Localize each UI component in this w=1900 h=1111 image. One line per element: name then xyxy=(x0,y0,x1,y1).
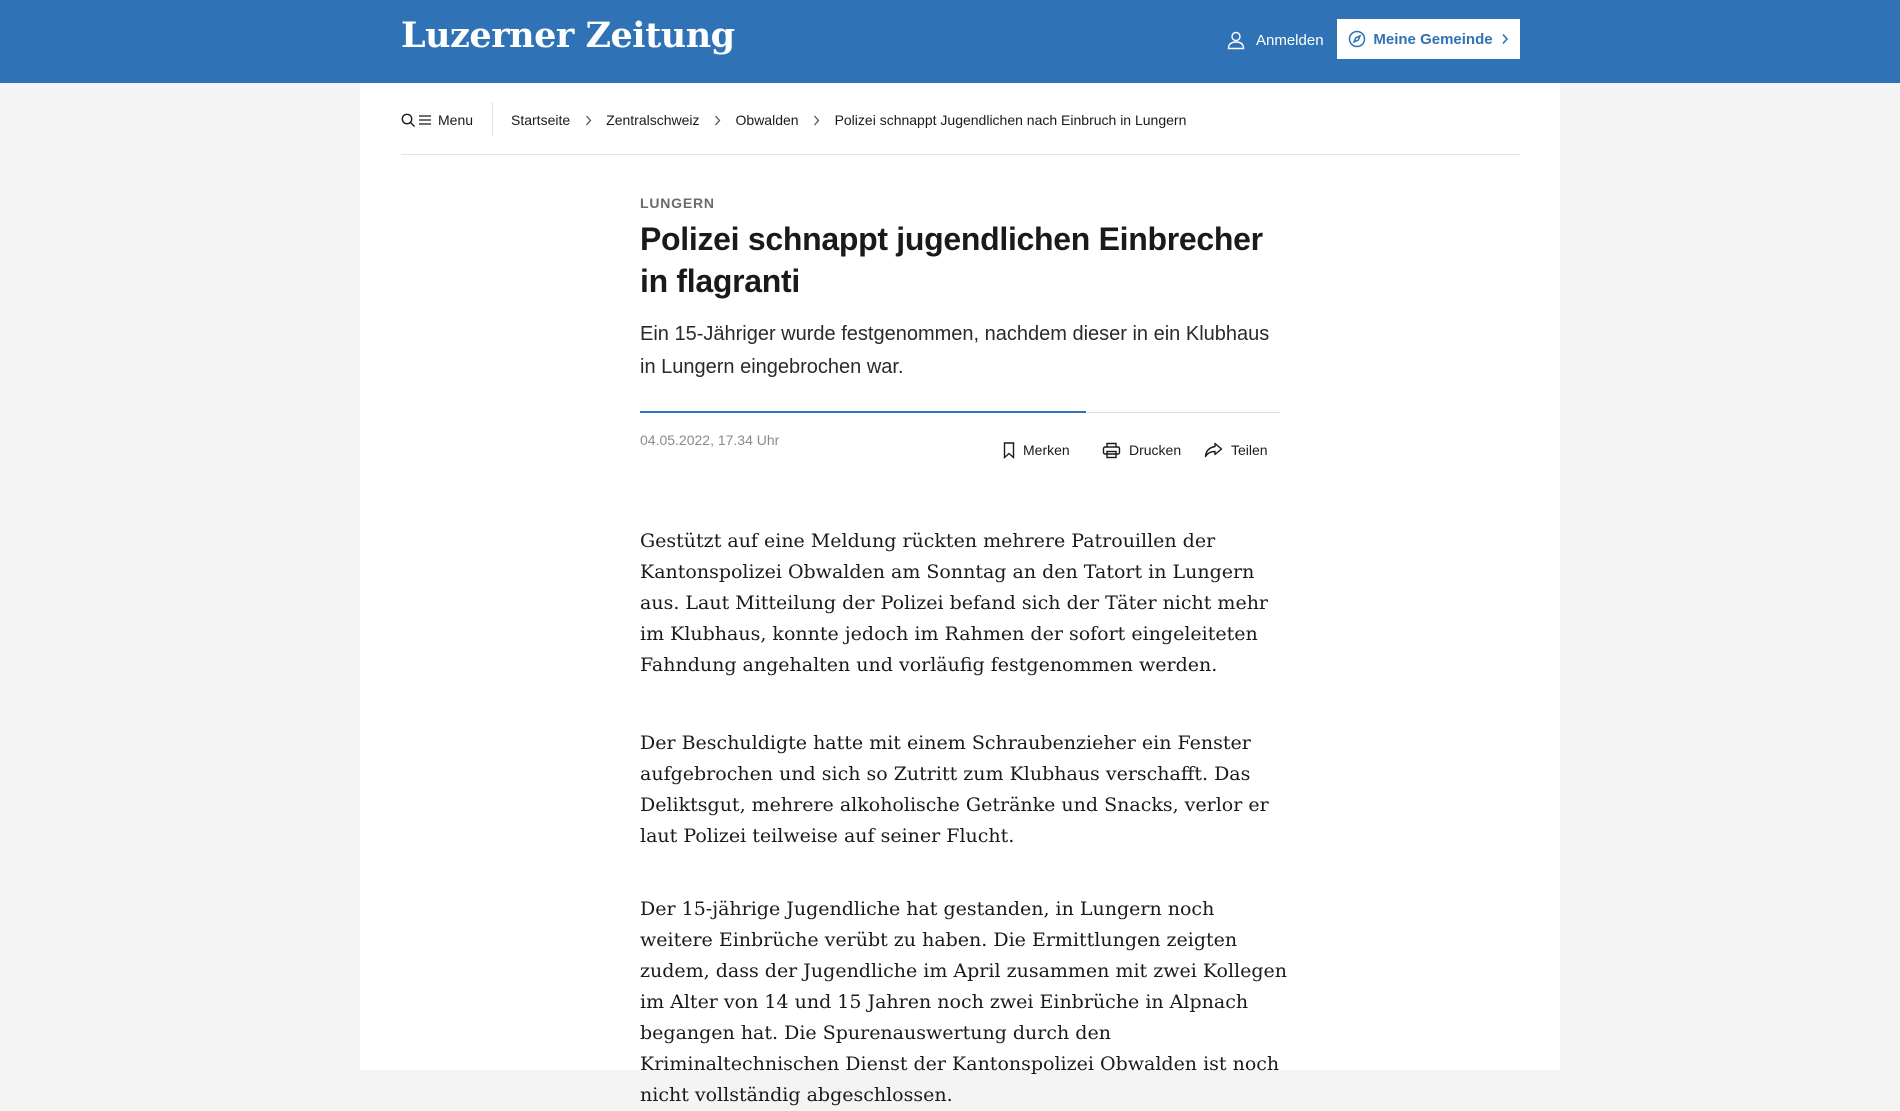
article-paragraph: Gestützt auf eine Meldung rückten mehrere Patrouillen der Kantonspolizei Obwalden am Sonntag an den Tatort in Lungern aus. Laut Mitteilung der Polizei befand sich der Täter nicht mehr im Klubhaus, konnte jedoch im Rahmen der sofort eingeleiteten Fahndung angehalten und vorläufig festgenommen werden. xyxy=(640,530,1269,676)
breadcrumb-zentralschweiz[interactable]: Zentralschweiz xyxy=(606,112,700,128)
breadcrumb-startseite[interactable]: Startseite xyxy=(511,112,571,128)
chevron-right-icon xyxy=(1501,33,1509,45)
print-label: Drucken xyxy=(1129,442,1182,458)
article-headline: Polizei schnappt jugendlichen Einbrecher in flagranti xyxy=(640,221,1263,299)
site-logo[interactable]: Luzerner Zeitung xyxy=(401,15,735,56)
article-paragraph: Der Beschuldigte hatte mit einem Schraubenzieher ein Fenster aufgebrochen und sich so Zutritt zum Klubhaus verschafft. Das Deliktsgut, mehrere alkoholische Getränke und Snacks, verlor er laut Polizei teilweise auf seiner Flucht. xyxy=(640,732,1269,847)
bookmark-button[interactable] xyxy=(1003,440,1070,460)
nav-divider xyxy=(492,102,493,136)
breadcrumb-current-article: Polizei schnappt Jugendlichen nach Einbruch in Lungern xyxy=(834,112,1187,128)
share-icon xyxy=(1204,442,1223,458)
search-icon xyxy=(401,113,416,128)
share-button[interactable] xyxy=(1204,440,1268,460)
bookmark-label: Merken xyxy=(1023,442,1070,458)
menu-button[interactable] xyxy=(401,110,473,130)
share-label: Teilen xyxy=(1231,442,1268,458)
chevron-right-icon xyxy=(700,115,736,126)
chevron-right-icon xyxy=(570,115,606,126)
article-kicker: LUNGERN xyxy=(640,195,715,211)
article-lead: Ein 15-Jähriger wurde festgenommen, nachdem dieser in ein Klubhaus in Lungern eingebrochen war. xyxy=(640,323,1270,378)
login-label: Anmelden xyxy=(1256,31,1324,49)
chevron-right-icon xyxy=(799,115,835,126)
menu-label: Menu xyxy=(438,112,474,128)
compass-icon xyxy=(1348,30,1366,48)
printer-icon xyxy=(1102,442,1121,459)
print-button[interactable] xyxy=(1102,440,1181,460)
meta-divider-accent xyxy=(640,411,1086,413)
breadcrumb xyxy=(511,110,1186,130)
navigation-bar xyxy=(401,100,1520,155)
article-paragraph: Der 15-jährige Jugendliche hat gestanden, in Lungern noch weitere Einbrüche verübt zu haben. Die Ermittlungen zeigten zudem, dass der Jugendliche im April zusammen mit zwei Kollegen im Alter von 14 und 15 Jahren noch zwei Einbrüche in Alpnach begangen hat. Die Spurenauswertung durch den Kriminaltechnischen Dienst der Kantonspolizei Obwalden ist noch nicht vollständig abgeschlossen. xyxy=(640,898,1288,1106)
site-header xyxy=(0,0,1900,83)
publish-datetime: 04.05.2022, 17.34 Uhr xyxy=(640,432,780,448)
breadcrumb-obwalden[interactable]: Obwalden xyxy=(735,112,799,128)
hamburger-icon xyxy=(418,114,432,126)
user-icon xyxy=(1226,30,1246,50)
meine-gemeinde-label: Meine Gemeinde xyxy=(1373,30,1493,48)
bookmark-icon xyxy=(1003,442,1015,459)
meine-gemeinde-button[interactable] xyxy=(1337,19,1520,59)
login-button[interactable] xyxy=(1226,28,1324,52)
